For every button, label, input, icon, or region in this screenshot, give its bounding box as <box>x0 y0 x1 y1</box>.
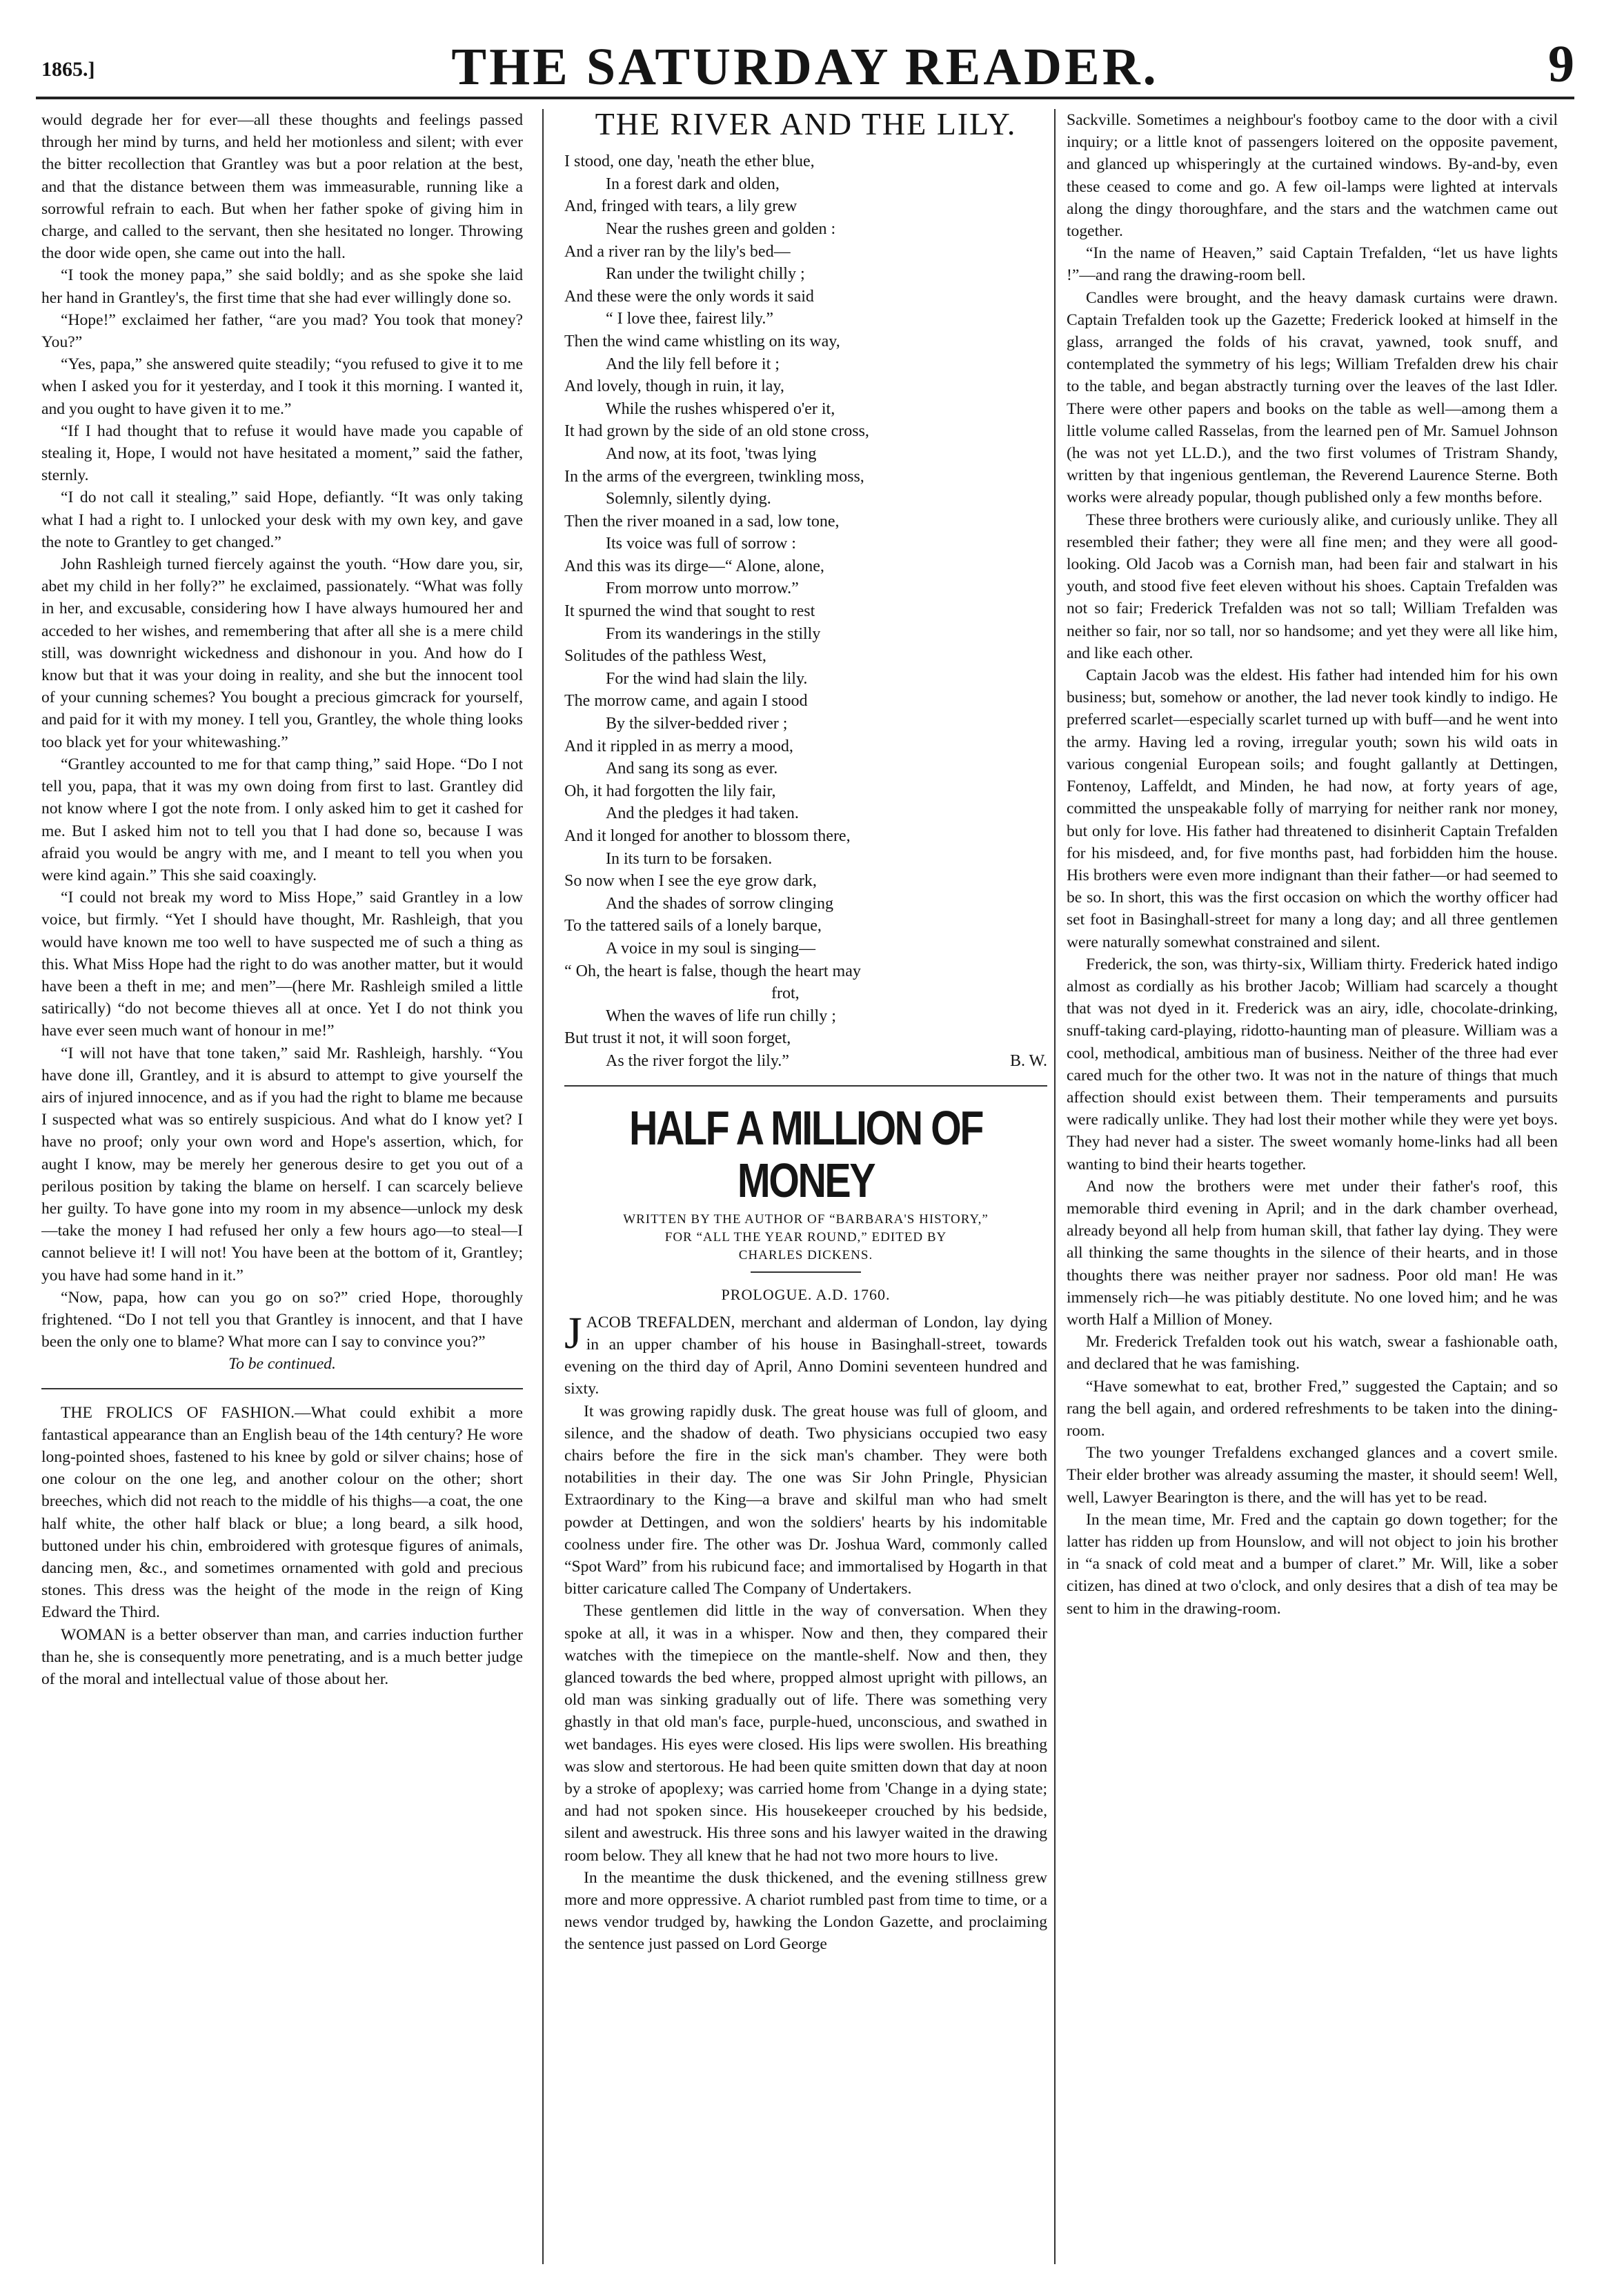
masthead-title: THE SATURDAY READER. <box>451 38 1159 96</box>
poem-line: Oh, it had forgotten the lily fair, <box>564 782 776 800</box>
poem-line: By the silver-bedded river ; <box>606 715 788 733</box>
poem-line: And the lily fell before it ; <box>606 355 780 373</box>
poem-line: And a river ran by the lily's bed— <box>564 242 791 261</box>
poem-line: And the shades of sorrow clinging <box>606 894 833 913</box>
column-1 <box>41 109 523 2264</box>
byline-line-1: WRITTEN BY THE AUTHOR OF “BARBARA'S HISTORY,” <box>623 1211 989 1227</box>
poem-line: In the arms of the evergreen, twinkling moss, <box>564 467 864 486</box>
paragraph: In the mean time, Mr. Fred and the captain go down together; for the latter has ridden up from Hounslow, and will not object to join his brother in “a snack of cold meat and a bumper of claret.” Mr. Will, like a sober citizen, has dined at two o'clock, and only desires that a dish of tea may be sent to him in the drawing-room. <box>1067 1510 1558 1618</box>
poem-line: And lovely, though in ruin, it lay, <box>564 377 784 396</box>
poem-line: To the tattered sails of a lonely barque, <box>564 917 822 935</box>
poem-line: Ran under the twilight chilly ; <box>606 265 805 284</box>
page-number: 9 <box>1548 35 1574 93</box>
paragraph: It was growing rapidly dusk. The great house was full of gloom, and silence, and the shadow of death. Two physicians occupied two easy chairs before the fire in the sick man's chamber. They were both notabilities in their day. The one was Sir John Pringle, Physician Extraordinary to the King—a brave and skilful man who had smelt powder at Dettingen, and won the soldiers' hearts by his indomitable coolness under fire. The other was Dr. Joshua Ward, commonly called “Spot Ward” from his rubicund face; and immortalised by Hogarth in that bitter caricature called The Company of Undertakers. <box>564 1402 1047 1598</box>
poem-line: Solitudes of the pathless West, <box>564 647 766 666</box>
poem-line: It spurned the wind that sought to rest <box>564 602 815 621</box>
paragraph: “Now, papa, how can you go on so?” cried Hope, thoroughly frightened. “Do I not tell you that Grantley is innocent, and that I have been the only one to blame? What more can I say to convince you?” <box>41 1288 523 1351</box>
paragraph: “I will not have that tone taken,” said Mr. Rashleigh, harshly. “You have done ill, Grantley, and it is absurd to attempt to give yourself the airs of injured innocence, and as if you had the right to blame me because I suspected what was so entirely suspicious. And what do I know yet? I have no proof; only your own word and Hope's assertion, which, for aught I know, may be merely her generous desire to get you out of a perilous position by taking the blame on herself. I can scarcely believe her guilty. To have gone into my room in my absence—unlock my desk—take the money I had refused her only a few hours ago—to steal—I cannot believe it! I will not! You have been at the bottom of it, Grantley; you have had some hand in it.” <box>41 1044 523 1285</box>
woman-paragraph: WOMAN is a better observer than man, and carries induction further than he, she is consequently more penetrating, and is a much better judge of the moral and intellectual value of those about her. <box>41 1625 523 1689</box>
paragraph: And now the brothers were met under their father's roof, this memorable third evening in April; and in the dark chamber overhead, already beyond all help from human skill, that father lay dying. They were all thinking the same thoughts in the silence of their hearts, and in those thoughts there was neither prayer nor sadness. Poor old man! He was immensely rich—he was pitiably destitute. No one loved him; and he was worth Half a Million of Money. <box>1067 1177 1558 1329</box>
paragraph: In the meantime the dusk thickened, and the evening stillness grew more and more oppressive. A chariot rumbled past from time to time, or a news vendor trudged by, hawking the London Gazette, and proclaiming the sentence just passed on Lord George <box>564 1868 1047 1954</box>
poem-line: A voice in my soul is singing— <box>606 939 816 958</box>
poem-line: Then the wind came whistling on its way, <box>564 332 840 350</box>
paragraph: Candles were brought, and the heavy damask curtains were drawn. Captain Trefalden took up the Gazette; Frederick looked at himself in the glass, arranged the folds of his cravat, yawned, took snuff, and contemplated the symmetry of his legs; William Trefalden drew his chair to the table, and began abstractly turning over the leaves of the last Idler. There were other papers and books on the table as well—among them a little volume called Rasselas, from the learned pen of Mr. Samuel Johnson (he was not yet LL.D.), and the two first volumes of Tristram Shandy, written by that ingenious gentleman, the Reverend Laurence Sterne. Both works were already popular, though published only a few months before. <box>1067 288 1558 507</box>
novel-text-continued <box>1067 109 1558 1620</box>
novel-text <box>564 1307 1047 1956</box>
column-divider-2 <box>1054 109 1056 2264</box>
paragraph: Frederick, the son, was thirty-six, William thirty. Frederick hated indigo almost as cordially as his brother Jacob; William had scarcely a thought that was not dyed in it. Frederick was an airy, idle, chocolate-drinking, snuff-taking card-playing, ridotto-haunting man of pleasure. William was a cool, methodical, ambitious man of business. Neither of the three had ever cared much for the other two. It was not in the nature of things that much affection should exist between them. Their temperaments and pursuits were radically unlike. They had lost their mother while they were yet boys. They had never had a sister. The sweet womanly home-links had all been wanting to bind their hearts together. <box>1067 955 1558 1173</box>
paragraph: “Yes, papa,” she answered quite steadily; “you refused to give it to me when I asked you for it yesterday, and I took it this morning. I wanted it, and you ought to have given it to me.” <box>41 355 523 418</box>
paragraph: “I took the money papa,” she said boldly; and as she spoke she laid her hand in Grantley's, the first time that she had ever willingly done so. <box>41 266 523 307</box>
poem-line: It had grown by the side of an old stone cross, <box>564 422 869 441</box>
poem-last-line <box>564 1050 1047 1073</box>
poem-line: While the rushes whispered o'er it, <box>606 399 835 418</box>
paragraph: would degrade her for ever—all these thoughts and feelings passed through her mind by turns, and held her motionless and silent; with ever the bitter recollection that Grantley was but a poor relation at the best, and that the distance between them was immeasurable, running like a sorrowful refrain to each. But when her father spoke of giving him in charge, and called to the servant, then she hesitated no longer. Throwing the door wide open, she came out into the hall. <box>41 111 523 263</box>
paragraph: John Rashleigh turned fiercely against the youth. “How dare you, sir, abet my child in her folly?” he exclaimed, passionately. “What was folly in her, and excusable, considering how I have always humoured her and acceded to her wishes, and remembering that after all she is a mere child still, was downright wickedness and dishonour in you. And how do I know but that it was your doing in reality, and she but the innocent tool of your cunning schemes? You bought a precious gimcrack for yourself, and paid for it with my money. I tell you, Grantley, the whole thing looks too black yet for your whitewashing.” <box>41 555 523 751</box>
poem-line: And this was its dirge—“ Alone, alone, <box>564 557 824 575</box>
paragraph: “In the name of Heaven,” said Captain Trefalden, “let us have lights !”—and rang the drawing-room bell. <box>1067 244 1558 285</box>
poem-line: And sang its song as ever. <box>606 760 778 778</box>
poem-line: Then the river moaned in a sad, low tone, <box>564 512 840 531</box>
byline-divider <box>751 1271 861 1273</box>
column-2 <box>564 109 1047 2264</box>
paragraph-text: ACOB TREFALDEN, merchant and alderman of London, lay dying in an upper chamber of his house in Basinghall-street, towards evening on the third day of April, Anno Domini seventeen hundred and sixty. <box>564 1313 1047 1398</box>
poem-line: Its voice was full of sorrow : <box>606 535 796 553</box>
paragraph: These three brothers were curiously alike, and curiously unlike. They all resembled their father; they were all fine men; and they were all good-looking. Old Jacob was a Cornish man, had been fair and stalwart in his youth, and stood five feet eleven without his shoes. Captain Trefalden was not so fair; Frederick Trefalden was not so tall; William Trefalden was neither so fair, nor so tall, nor so handsome; and yet they were all like him, and like each other. <box>1067 511 1558 662</box>
paragraph: “Have somewhat to eat, brother Fred,” suggested the Captain; and so rang the bell again, and ordered refreshments to be taken into the dining-room. <box>1067 1377 1558 1440</box>
section-divider <box>564 1085 1047 1087</box>
story-continuation <box>41 109 523 1353</box>
poem-line: And now, at its foot, 'twas lying <box>606 444 817 463</box>
poem-line: And these were the only words it said <box>564 287 814 306</box>
paragraph: These gentlemen did little in the way of conversation. When they spoke at all, it was in a whisper. Now and then, they compared their watches with the timepiece on the mantle-shelf. Now and then, they glanced towards the bed where, propped almost upright with pillows, an old man was sinking gradually out of life. There was something very ghastly in that old man's face, purple-hued, unconscious, and swathed in wet bandages. His eyes were closed. His lips were swollen. His breathing was slow and stertorous. He had been quite smitten down that day at noon by a stroke of apoplexy; was carried home from 'Change in a dying state; and had not spoken since. His housekeeper crouched by his bedside, silent and awestruck. His three sons and his lawyer waited in the drawing room below. They all knew that he had not two more hours to live. <box>564 1602 1047 1865</box>
paragraph: Mr. Frederick Trefalden took out his watch, swear a fashionable oath, and declared that he was famishing. <box>1067 1333 1558 1374</box>
poem-title: THE RIVER AND THE LILY. <box>595 109 1017 141</box>
paragraph: “I could not break my word to Miss Hope,” said Grantley in a low voice, but firmly. “Yet I should have thought, Mr. Rashleigh, that you would have known me too well to have suspected me of such a thing as this. What Miss Hope had the right to do was another matter, but it would have been a theft in me; and men”—(here Mr. Rashleigh smiled a little satirically) “do not become thieves all at once. Yet I do not think you have ever seen much want of honour in me!” <box>41 889 523 1040</box>
poem-line: And, fringed with tears, a lily grew <box>564 197 798 216</box>
poem-line: “ I love thee, fairest lily.” <box>606 310 773 328</box>
to-be-continued: To be continued. <box>228 1355 336 1374</box>
section-divider <box>41 1388 523 1389</box>
page-header <box>36 25 1574 101</box>
poem-line: In a forest dark and olden, <box>606 175 780 193</box>
poem-line: And it longed for another to blossom there, <box>564 827 851 846</box>
poem-line: “ Oh, the heart is false, though the heart may <box>564 962 861 980</box>
poem-line: I stood, one day, 'neath the ether blue, <box>564 152 815 171</box>
drop-cap: J <box>564 1307 582 1358</box>
poem-line: As the river forgot the lily.” <box>606 1051 789 1070</box>
poem-signature: B. W. <box>1009 1051 1047 1070</box>
column-divider-1 <box>542 109 544 2264</box>
paragraph <box>564 1307 1047 1400</box>
paragraph: Sackville. Sometimes a neighbour's footboy came to the door with a civil inquiry; or a little knot of passengers loitered on the opposite pavement, and glanced up whisperingly at the curtained windows. By-and-by, even these ceased to come and go. A few oil-lamps were lighted at intervals along the dingy thoroughfare, and the stars and the watchmen came out together. <box>1067 111 1558 241</box>
poem-line: And the pledges it had taken. <box>606 804 799 823</box>
frolics-of-fashion-paragraph: THE FROLICS OF FASHION.—What could exhibit a more fantastical appearance than an English beau of the 14th century? He wore long-pointed shoes, fastened to his knee by gold or silver chains; hose of one colour on the one leg, and another colour on the other; short breeches, which did not reach to the middle of his thighs—a coat, the one half white, the other half black or blue; a long beard, a silk hood, buttoned under his chin, embroidered with grotesque figures of animals, dancing men, &c., and sometimes ornamented with gold and precious stones. This dress was the height of the mode in the reign of King Edward the Third. <box>41 1403 523 1622</box>
column-3 <box>1067 109 1558 2264</box>
poem-line: In its turn to be forsaken. <box>606 849 773 868</box>
paragraph: Captain Jacob was the eldest. His father had intended him for his own business; but, somehow or another, the lad never took kindly to indigo. He preferred scarlet—especially scarlet turned up with buff—and he went into the army. Having led a roving, irregular youth; sown his wild oats in various congenial European soils; and fought gallantly at Dettingen, Fontenoy, Laffeldt, and Minden, he had now, at forty years of age, committed the unspeakable folly of marrying for neither rank nor money, but only for love. His father had threatened to disinherit Captain Trefalden for his misdeed, and, for five months past, had forbidden him the house. His brothers were even more indignant than their father—or had seemed to be so. In short, this was the first occasion on which the worthy officer had set foot in Basinghall-street for many a long day; and all three gentlemen were naturally somewhat constrained and silent. <box>1067 666 1558 951</box>
novel-title: HALF A MILLION OF MONEY <box>629 1100 982 1207</box>
paragraph: The two younger Trefaldens exchanged glances and a covert smile. Their elder brother was already assuming the master, it should seem! Well, well, Lawyer Bearington is there, and the will has yet to be read. <box>1067 1444 1558 1507</box>
poem-line: From its wanderings in the stilly <box>606 624 821 643</box>
byline-line-2: FOR “ALL THE YEAR ROUND,” EDITED BY <box>664 1229 947 1245</box>
poem-line: But trust it not, it will soon forget, <box>564 1029 791 1048</box>
poem-line: The morrow came, and again I stood <box>564 692 808 711</box>
poem-line: frot, <box>771 984 800 1003</box>
poem-line: Solemnly, silently dying. <box>606 490 771 508</box>
poem-line: Near the rushes green and golden : <box>606 219 836 238</box>
header-rule <box>36 97 1574 99</box>
poem-line: When the waves of life run chilly ; <box>606 1007 836 1025</box>
paragraph: “If I had thought that to refuse it would have made you capable of stealing it, Hope, I would not have hesitated a moment,” said the father, sternly. <box>41 422 523 485</box>
byline-line-3: CHARLES DICKENS. <box>738 1247 873 1262</box>
paragraph: “Grantley accounted to me for that camp thing,” said Hope. “Do I not tell you, papa, that it was my own doing from first to last. Grantley did not know where I got the note from. I only asked him to get it cashed for me. But I asked him not to tell you that I had done so, because I was afraid you would be angry with me, and I meant to tell you when you were kind again.” This she said coaxingly. <box>41 755 523 884</box>
poem-line: From morrow unto morrow.” <box>606 579 799 598</box>
prologue-heading: PROLOGUE. A.D. 1760. <box>721 1285 891 1303</box>
paragraph: “I do not call it stealing,” said Hope, defiantly. “It was only taking what I had a right to. I unlocked your desk with my own key, and gave the note to Grantley to get changed.” <box>41 488 523 551</box>
poem-line: For the wind had slain the lily. <box>606 669 808 688</box>
poem-line: And it rippled in as merry a mood, <box>564 737 793 755</box>
paragraph: “Hope!” exclaimed her father, “are you mad? You took that money? You?” <box>41 310 523 352</box>
header-year: 1865.] <box>41 58 95 81</box>
poem-body <box>564 150 1047 1050</box>
poem-line: So now when I see the eye grow dark, <box>564 872 817 891</box>
